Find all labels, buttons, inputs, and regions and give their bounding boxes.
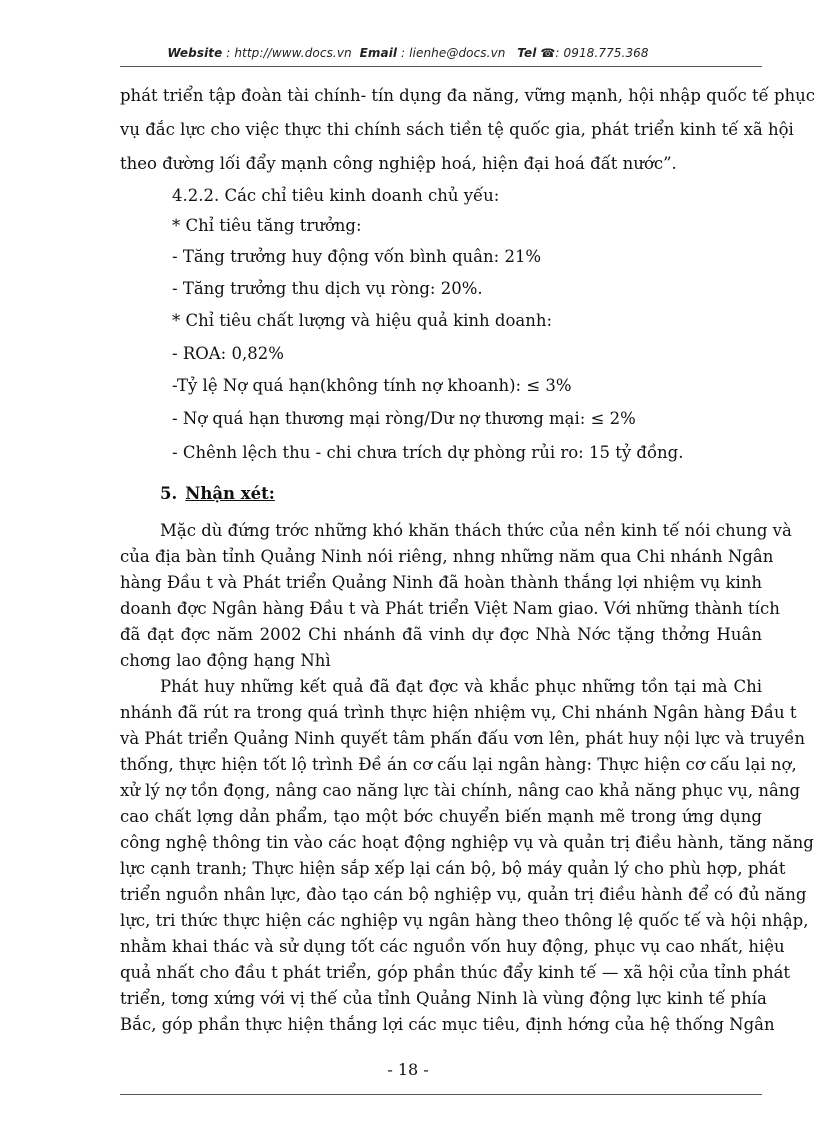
- text-line: quả nhất cho đầu t phát triển, góp phần thúc đẩy kinh tế — xã hội của tỉnh phát: [120, 963, 791, 982]
- list-item: - Nợ quá hạn thương mại ròng/Dư nợ thương mại: ≤ 2%: [172, 409, 636, 428]
- text-line: nhánh đã rút ra trong quá trình thực hiện nhiệm vụ, Chi nhánh Ngân hàng Đầu t: [120, 703, 797, 722]
- tel-value: : 0918.775.368: [555, 46, 649, 60]
- page-number: - 18 -: [387, 1060, 429, 1079]
- header-rule: [120, 66, 762, 67]
- email-label: Email: [359, 46, 398, 60]
- list-item: -Tỷ lệ Nợ quá hạn(không tính nợ khoanh): ≤ 3%: [172, 376, 572, 395]
- text-line: Mặc dù đứng trớc những khó khăn thách thức của nền kinh tế nói chung và: [160, 521, 792, 540]
- text-line: triển, tơng xứng với vị thế của tỉnh Quảng Ninh là vùng động lực kinh tế phía: [120, 989, 767, 1008]
- text-line: doanh đợc Ngân hàng Đầu t và Phát triển Việt Nam giao. Với những thành tích: [120, 599, 780, 618]
- tel-label: Tel: [517, 46, 537, 60]
- text-line: lực cạnh tranh; Thực hiện sắp xếp lại cán bộ, bộ máy quản lý cho phù hợp, phát: [120, 859, 786, 878]
- list-item: * Chỉ tiêu tăng trưởng:: [172, 216, 362, 235]
- text-line: thống, thực hiện tốt lộ trình Đề án cơ cấu lại ngân hàng: Thực hiện cơ cấu lại nợ,: [120, 755, 797, 774]
- text-line: vụ đắc lực cho việc thực thi chính sách tiền tệ quốc gia, phát triển kinh tế xã hội: [120, 120, 794, 139]
- list-item: - Chênh lệch thu - chi chưa trích dự phòng rủi ro: 15 tỷ đồng.: [172, 443, 684, 462]
- email-value: : lienhe@docs.vn: [401, 46, 506, 60]
- text-line: phát triển tập đoàn tài chính- tín dụng đa năng, vững mạnh, hội nhập quốc tế phục: [120, 86, 816, 105]
- footer-rule: [120, 1094, 762, 1095]
- text-line: cao chất lợng dản phẩm, tạo một bớc chuyển biến mạnh mẽ trong ứng dụng: [120, 807, 762, 826]
- subsection-heading: 4.2.2. Các chỉ tiêu kinh doanh chủ yếu:: [172, 186, 500, 205]
- text-line: Bắc, góp phần thực hiện thắng lợi các mục tiêu, định hớng của hệ thống Ngân: [120, 1015, 775, 1034]
- website-value: : http://www.docs.vn: [226, 46, 352, 60]
- text-line: công nghệ thông tin vào các hoạt động nghiệp vụ và quản trị điều hành, tăng năng: [120, 833, 814, 852]
- text-line: theo đường lối đẩy mạnh công nghiệp hoá, hiện đại hoá đất nước”.: [120, 154, 677, 173]
- text-line: nhằm khai thác và sử dụng tốt các nguồn vốn huy động, phục vụ cao nhất, hiệu: [120, 937, 785, 956]
- website-label: Website: [167, 46, 223, 60]
- list-item: - ROA: 0,82%: [172, 344, 284, 363]
- page-header: [0, 46, 816, 60]
- text-line: hàng Đầu t và Phát triển Quảng Ninh đã hoàn thành thắng lợi nhiệm vụ kinh: [120, 573, 763, 592]
- section-number: 5.: [160, 484, 178, 503]
- text-line: chơng lao động hạng Nhì: [120, 651, 331, 670]
- text-line: của địa bàn tỉnh Quảng Ninh nói riêng, nhng những năm qua Chi nhánh Ngân: [120, 547, 774, 566]
- text-line: đã đạt đợc năm 2002 Chi nhánh đã vinh dự đợc Nhà Nớc tặng thởng Huân: [120, 625, 762, 644]
- section-title: Nhận xét:: [185, 484, 275, 503]
- list-item: - Tăng trưởng huy động vốn bình quân: 21%: [172, 247, 542, 266]
- text-line: triển nguồn nhân lực, đào tạo cán bộ nghiệp vụ, quản trị điều hành để có đủ năng: [120, 885, 807, 904]
- text-line: Phát huy những kết quả đã đạt đợc và khắc phục những tồn tại mà Chi: [160, 677, 762, 696]
- list-item: - Tăng trưởng thu dịch vụ ròng: 20%.: [172, 279, 483, 298]
- list-item: * Chỉ tiêu chất lượng và hiệu quả kinh doanh:: [172, 311, 553, 330]
- phone-icon: ☎: [540, 46, 556, 60]
- text-line: xử lý nợ tồn đọng, nâng cao năng lực tài chính, nâng cao khả năng phục vụ, nâng: [120, 781, 801, 800]
- text-line: lực, tri thức thực hiện các nghiệp vụ ngân hàng theo thông lệ quốc tế và hội nhập,: [120, 911, 809, 930]
- section-heading: [160, 484, 275, 503]
- text-line: và Phát triển Quảng Ninh quyết tâm phấn đấu vơn lên, phát huy nội lực và truyền: [120, 729, 806, 748]
